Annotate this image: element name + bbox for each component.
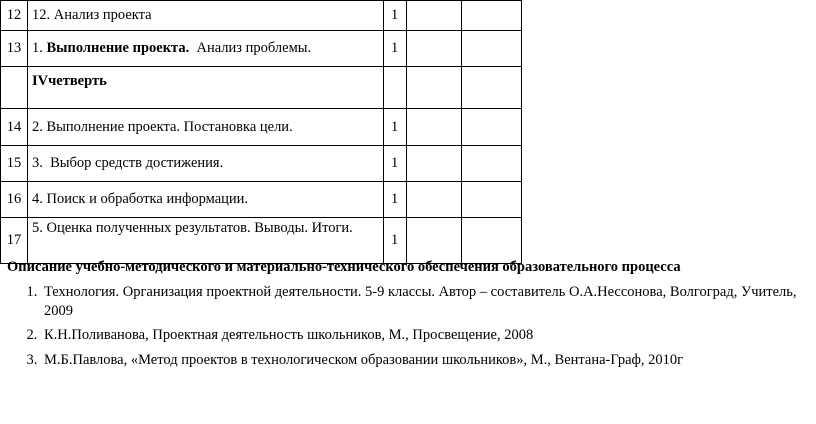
- lesson-number: 17: [1, 218, 28, 264]
- resources-section: [7, 257, 807, 375]
- lesson-number: 16: [1, 182, 28, 218]
- lesson-number: 12: [1, 1, 28, 31]
- empty-cell: [462, 109, 522, 146]
- lesson-number: [1, 67, 28, 109]
- lesson-hours: 1: [384, 1, 407, 31]
- lesson-topic: 3. Выбор средств достижения.: [28, 146, 384, 182]
- empty-cell: [462, 1, 522, 31]
- lesson-number: 14: [1, 109, 28, 146]
- list-item: 1. Технология. Организация проектной деятельности. 5-9 классы. Автор – составитель О.А.Нессонова, Волгоград, Учитель, 2009: [41, 283, 807, 320]
- lesson-hours: 1: [384, 218, 407, 264]
- topic-bold: Выполнение проекта.: [46, 40, 190, 56]
- empty-cell: [407, 67, 462, 109]
- lesson-topic: 12. Анализ проекта: [28, 1, 384, 31]
- table-row: [1, 182, 522, 218]
- lesson-hours: [384, 67, 407, 109]
- lesson-plan-table: [0, 0, 522, 264]
- empty-cell: [407, 1, 462, 31]
- quarter-row: [1, 67, 522, 109]
- resources-list: [7, 283, 807, 369]
- empty-cell: [407, 109, 462, 146]
- empty-cell: [462, 146, 522, 182]
- lesson-topic: 2. Выполнение проекта. Постановка цели.: [28, 109, 384, 146]
- empty-cell: [462, 31, 522, 67]
- list-item: 2. К.Н.Поливанова, Проектная деятельность школьников, М., Просвещение, 2008: [41, 326, 807, 345]
- quarter-heading: IVчетверть: [28, 67, 384, 109]
- table-row: [1, 31, 522, 67]
- lesson-topic: [28, 31, 384, 67]
- topic-rest: Анализ проблемы.: [189, 40, 312, 56]
- list-item: 3. М.Б.Павлова, «Метод проектов в технологическом образовании школьников», М., Вентана-Граф, 2010г: [41, 351, 807, 370]
- lesson-hours: 1: [384, 109, 407, 146]
- lesson-topic: 5. Оценка полученных результатов. Выводы. Итоги.: [28, 218, 384, 264]
- resources-heading: Описание учебно-методического и материально-технического обеспечения образовательного процесса: [7, 259, 681, 275]
- empty-cell: [462, 67, 522, 109]
- topic-prefix: 1.: [32, 40, 47, 56]
- empty-cell: [462, 182, 522, 218]
- lesson-topic: 4. Поиск и обработка информации.: [28, 182, 384, 218]
- empty-cell: [407, 146, 462, 182]
- empty-cell: [407, 31, 462, 67]
- lesson-number: 15: [1, 146, 28, 182]
- empty-cell: [407, 182, 462, 218]
- table-row: [1, 1, 522, 31]
- lesson-number: 13: [1, 31, 28, 67]
- table-row: [1, 109, 522, 146]
- lesson-hours: 1: [384, 146, 407, 182]
- lesson-hours: 1: [384, 182, 407, 218]
- lesson-hours: 1: [384, 31, 407, 67]
- table-row: [1, 146, 522, 182]
